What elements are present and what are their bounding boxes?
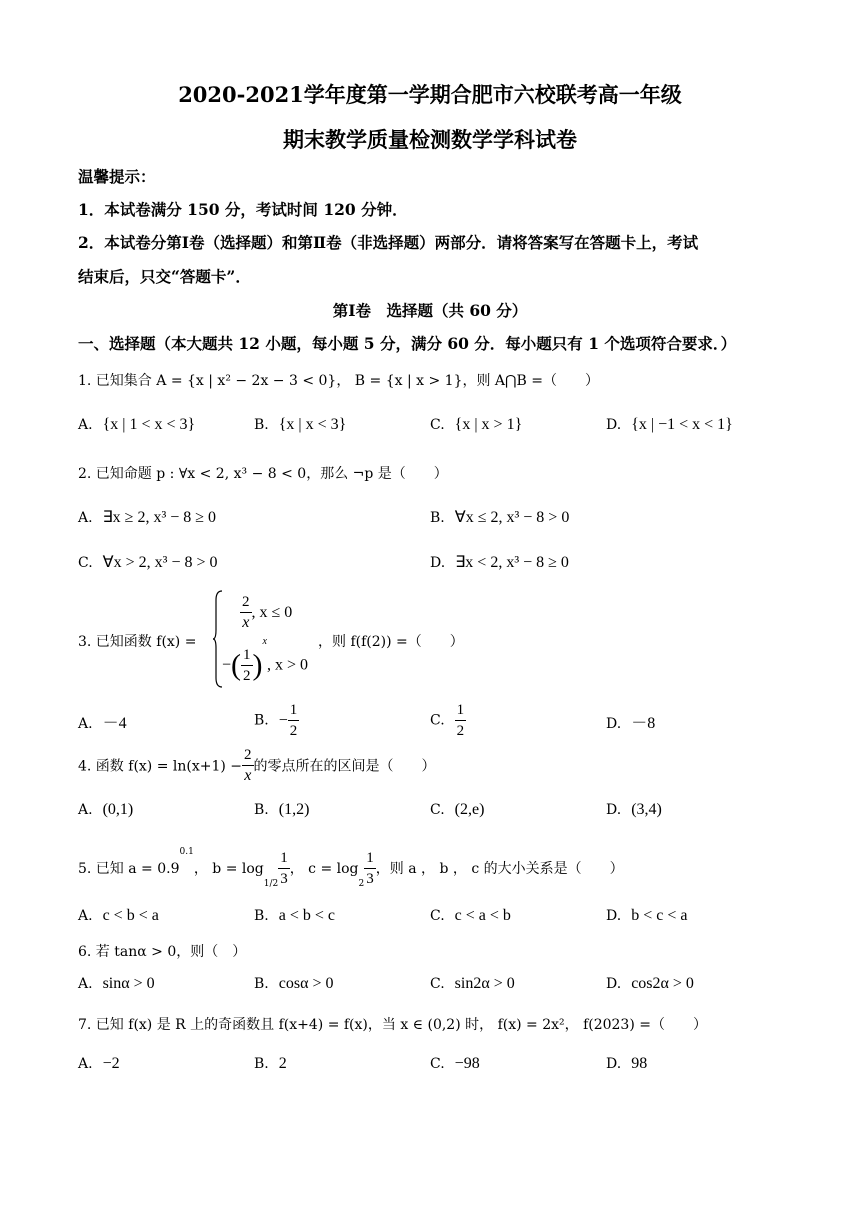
- q6-option-c: C. sin2α > 0: [430, 975, 515, 992]
- q3-option-b: B. − $\frac{1}{2}$: [254, 702, 298, 739]
- question-3-prefix: 3. 已知函数 f(x) =: [78, 634, 197, 650]
- q5-option-b: B. a < b < c: [254, 907, 335, 924]
- exam-title-line2: 期末教学质量检测数学学科试卷: [283, 127, 577, 152]
- question-1-stem: 1. 已知集合 A = {x | x² − 2x − 3 < 0}， B = {x | x > 1}，则 A⋂B =（ ）: [78, 373, 599, 389]
- q4-option-d: D. (3,4): [606, 801, 662, 818]
- q5-option-c: C. c < a < b: [430, 907, 511, 924]
- q1-option-b: B. {x | x < 3}: [254, 416, 347, 433]
- piecewise-case-2: −( $\frac{1}{2}$ )$^x$, x > 0: [222, 636, 309, 684]
- q5-option-a: A. c < b < a: [78, 907, 159, 924]
- q1-option-d: D. {x | −1 < x < 1}: [606, 416, 733, 433]
- q2-option-c: C. ∀x > 2, x³ − 8 > 0: [78, 554, 218, 571]
- q7-option-d: D. 98: [606, 1055, 648, 1072]
- q2-option-b: B. ∀x ≤ 2, x³ − 8 > 0: [430, 509, 570, 526]
- part-title: 第Ⅰ卷 选择题（共 60 分）: [332, 301, 528, 320]
- q4-option-a: A. (0,1): [78, 801, 134, 818]
- notice-heading: 温馨提示：: [78, 167, 156, 186]
- q4-option-b: B. (1,2): [254, 801, 310, 818]
- question-6-stem: 6. 若 tanα > 0，则（ ）: [78, 944, 247, 960]
- q2-option-d: D. ∃x < 2, x³ − 8 ≥ 0: [430, 554, 569, 571]
- q7-option-c: C. −98: [430, 1055, 480, 1072]
- notice-item-2a: 2．本试卷分第Ⅰ卷（选择题）和第Ⅱ卷（非选择题）两部分．请将答案写在答题卡上，考试: [78, 233, 699, 252]
- q7-option-b: B. 2: [254, 1055, 287, 1072]
- notice-item-2b: 结束后，只交“答题卡”．: [78, 267, 251, 286]
- q3-option-a: A. －4: [78, 715, 127, 732]
- question-3-suffix: ，则 f(f(2)) =（ ）: [318, 634, 464, 650]
- q2-option-a: A. ∃x ≥ 2, x³ − 8 ≥ 0: [78, 509, 217, 526]
- section-instructions: 一、选择题（本大题共 12 小题，每小题 5 分，满分 60 分．每小题只有 1 个选项符合要求．）: [78, 334, 737, 353]
- q5-option-d: D. b < c < a: [606, 907, 688, 924]
- q7-option-a: A. −2: [78, 1055, 120, 1072]
- q6-option-a: A. sinα > 0: [78, 975, 155, 992]
- q4-option-c: C. (2,e): [430, 801, 485, 818]
- notice-item-1: 1．本试卷满分 150 分，考试时间 120 分钟．: [78, 200, 408, 219]
- q3-option-c: C. $\frac{1}{2}$: [430, 702, 465, 739]
- q1-option-a: A. {x | 1 < x < 3}: [78, 416, 196, 433]
- question-4-stem: 4. 函数 f(x) = ln(x+1) − $\frac{2}{x}$ 的零点所在的区间是（ ）: [78, 747, 436, 784]
- exam-title-line1: 2020-2021学年度第一学期合肥市六校联考高一年级: [178, 82, 682, 107]
- question-7-stem: 7. 已知 f(x) 是 R 上的奇函数且 f(x+4) = f(x)，当 x ∈ (0,2) 时， f(x) = 2x²， f(2023) =（ ）: [78, 1017, 707, 1033]
- q3-option-d: D. －8: [606, 715, 656, 732]
- question-5-stem: 5. 已知 $a = 0.9^{0.1}$， $b = \log_{1/2}$ $\frac{1}{3}$ ， $c = \log_2$ $\frac{1}{3}$ ，则 a ， b ， c 的大小关系是（ ）: [78, 847, 624, 889]
- q1-option-c: C. {x | x > 1}: [430, 416, 523, 433]
- piecewise-case-1: $\frac{2}{x}$ , x ≤ 0: [242, 594, 293, 631]
- q6-option-d: D. cos2α > 0: [606, 975, 694, 992]
- q6-option-b: B. cosα > 0: [254, 975, 334, 992]
- question-2-stem: 2. 已知命题 p : ∀x < 2, x³ − 8 < 0，那么 ¬p 是（ ）: [78, 466, 448, 482]
